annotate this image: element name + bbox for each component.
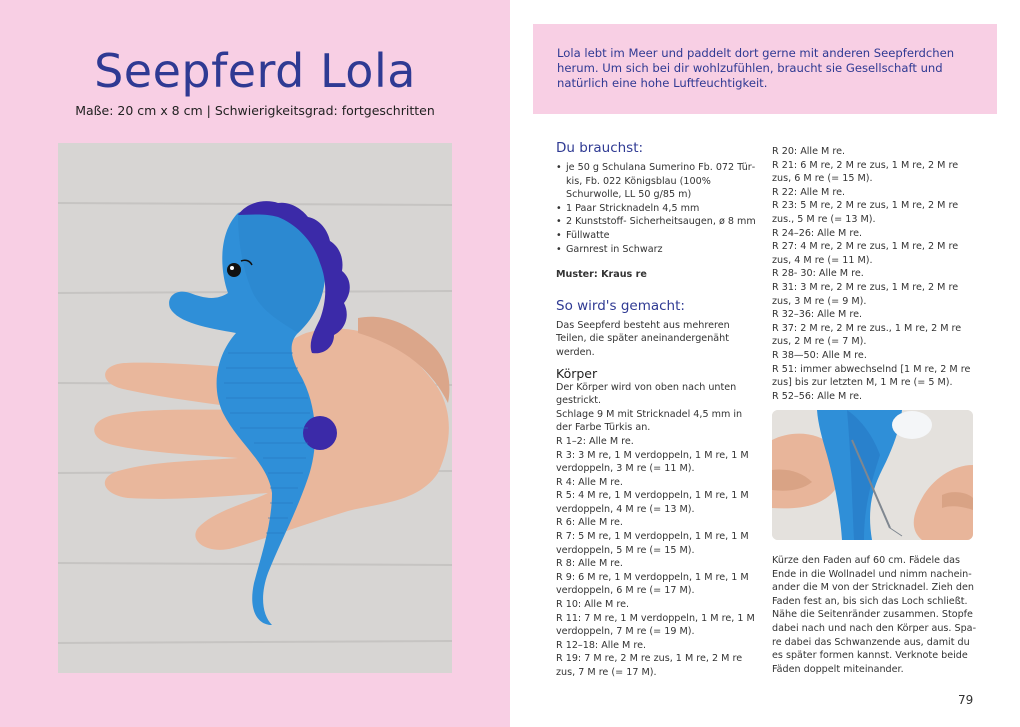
row-line: R 32–36: Alle M re. (772, 309, 863, 321)
material-item: • Füllwatte (556, 229, 761, 243)
closing-paragraph: Kürze den Faden auf 60 cm. Fädele das Ende in die Wollnadel und nimm nacheinander die M von der Stricknadel. Zieh den Faden fest an, bis sich das Loch schließt. Nähe die Seitenränder zusammen. Stopfe dabei nach und nach den Körper aus. Spare dabei das Schwanzende aus, damit du es später formen kannst. Verknote beide Fäden doppelt miteinander. (772, 555, 977, 675)
row-line: R 24–26: Alle M re. (772, 227, 863, 239)
page-subtitle: Maße: 20 cm x 8 cm | Schwierigkeitsgrad: fortgeschritten (75, 103, 435, 118)
pattern-note: Muster: Kraus re (556, 269, 647, 281)
materials-heading: Du brauchst: (556, 140, 644, 156)
row-line: R 37: 2 M re, 2 M re zus., 1 M re, 2 M re zus, 2 M re (= 7 M). (772, 322, 962, 348)
row-line: R 23: 5 M re, 2 M re zus, 1 M re, 2 M re zus., 5 M re (= 13 M). (772, 200, 959, 225)
row-line: R 38—50: Alle M re. (772, 349, 867, 361)
body-heading: Körper (556, 365, 598, 381)
instructions-intro: Das Seepferd besteht aus mehreren Teilen, die später aneinandergenäht werden. (556, 319, 730, 358)
row-line: R 27: 4 M re, 2 M re zus, 1 M re, 2 M re zus, 4 M re (= 11 M). (772, 241, 959, 266)
material-item: • je 50 g Schulana Sumerino Fb. 072 Türkis, Fb. 022 Königsblau (100% Schurwolle, LL 50 g/85 m) (556, 161, 761, 202)
body-line: R 10: Alle M re. (556, 599, 630, 611)
page-number: 79 (958, 693, 974, 707)
row-line: R 22: Alle M re. (772, 186, 846, 198)
row-line: R 31: 3 M re, 2 M re zus, 1 M re, 2 M re zus, 3 M re (= 9 M). (772, 281, 959, 307)
page-title: Seepferd Lola (94, 44, 416, 98)
seahorse-photo (58, 143, 452, 673)
body-line: Der Körper wird von oben nach unten gestrickt. (556, 381, 737, 407)
row-line: R 21: 6 M re, 2 M re zus, 1 M re, 2 M re zus, 6 M re (= 15 M). (772, 159, 959, 185)
sewing-photo (772, 410, 973, 540)
row-line: R 20: Alle M re. (772, 146, 846, 157)
materials-list (556, 161, 761, 256)
row-line: R 51: immer abwechselnd [1 M re, 2 M re zus] bis zur letzten M, 1 M re (= 5 M). (772, 363, 971, 389)
instructions-heading: So wird's gemacht: (556, 297, 685, 314)
intro-box (533, 24, 997, 114)
body-line: R 8: Alle M re. (556, 558, 623, 570)
column-right (772, 145, 977, 403)
body-line: R 12–18: Alle M re. (556, 639, 647, 651)
intro-text: Lola lebt im Meer und paddelt dort gerne mit anderen Seepferdchen herum. Um sich bei dir wohlzufühlen, braucht sie Gesellschaft und natürlich eine hohe Luftfeuchtigkeit. (557, 46, 955, 90)
body-line: R 3: 3 M re, 1 M verdoppeln, 1 M re, 1 M verdoppeln, 3 M re (= 11 M). (556, 449, 749, 475)
material-item: • 1 Paar Stricknadeln 4,5 mm (556, 202, 761, 216)
body-line: R 4: Alle M re. (556, 476, 623, 488)
body-line: R 19: 7 M re, 2 M re zus, 1 M re, 2 M re zus, 7 M re (= 17 M). (556, 653, 743, 678)
body-line: Schlage 9 M mit Stricknadel 4,5 mm in der Farbe Türkis an. (556, 408, 743, 434)
body-line: R 11: 7 M re, 1 M verdoppeln, 1 M re, 1 M verdoppeln, 7 M re (= 19 M). (556, 612, 755, 638)
row-line: R 28- 30: Alle M re. (772, 268, 864, 280)
row-line: R 52–56: Alle M re. (772, 390, 863, 402)
body-line: R 5: 4 M re, 1 M verdoppeln, 1 M re, 1 M verdoppeln, 4 M re (= 13 M). (556, 490, 749, 515)
body-line: R 9: 6 M re, 1 M verdoppeln, 1 M re, 1 M verdoppeln, 6 M re (= 17 M). (556, 571, 749, 597)
column-left (556, 140, 761, 680)
material-item: • Garnrest in Schwarz (556, 243, 761, 257)
body-line: R 1–2: Alle M re. (556, 435, 634, 447)
material-item: • 2 Kunststoff- Sicherheitsaugen, ø 8 mm (556, 215, 761, 229)
body-line: R 7: 5 M re, 1 M verdoppeln, 1 M re, 1 M verdoppeln, 5 M re (= 15 M). (556, 531, 749, 556)
body-line: R 6: Alle M re. (556, 517, 623, 529)
